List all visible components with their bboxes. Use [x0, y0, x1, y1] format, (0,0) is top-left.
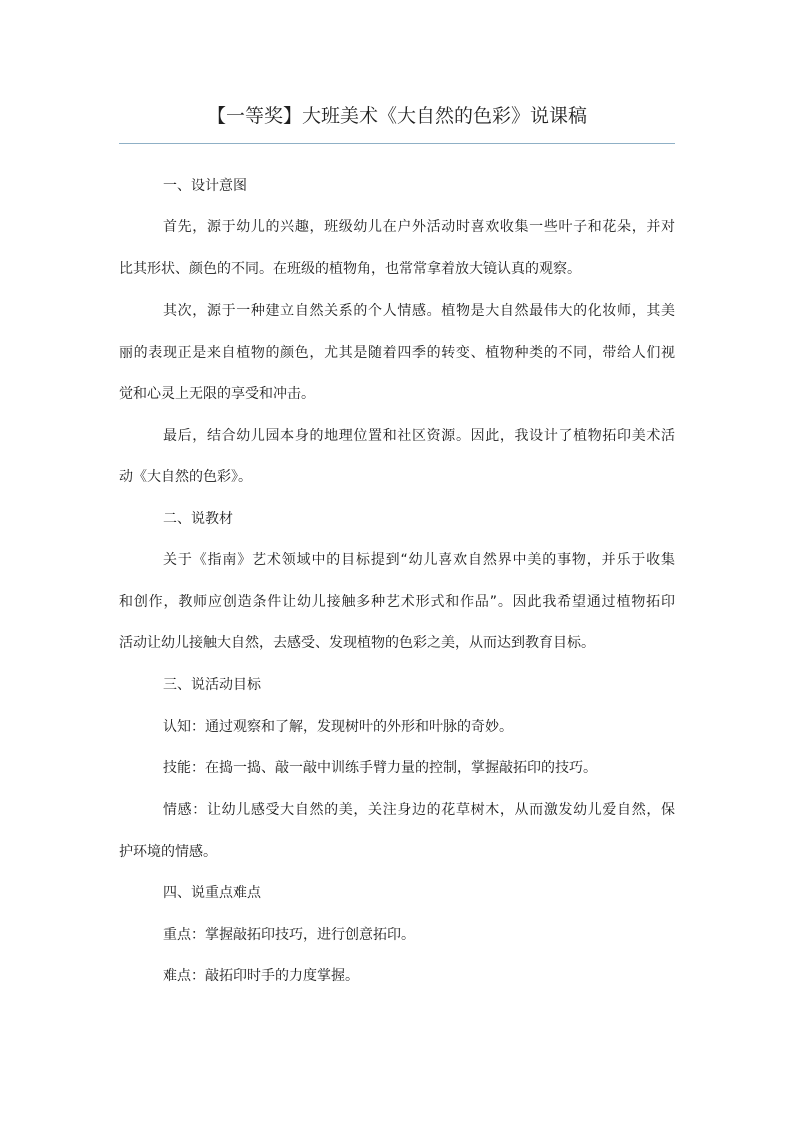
paragraph-line: 觉和心灵上无限的享受和冲击。 [119, 386, 315, 402]
paragraph-line: 和创作，教师应创造条件让幼儿接触多种艺术形式和作品”。因此我希望通过植物拓印 [119, 594, 675, 610]
paragraph-line: 丽的表现正是来自植物的颜色，尤其是随着四季的转变、植物种类的不同，带给人们视 [119, 345, 675, 361]
paragraph-line: 比其形状、颜色的不同。在班级的植物角，也常常拿着放大镜认真的观察。 [119, 261, 581, 277]
paragraph-line: 难点：敲拓印时手的力度掌握。 [163, 968, 359, 984]
paragraph-line: 技能：在捣一捣、敲一敲中训练手臂力量的控制，掌握敲拓印的技巧。 [163, 760, 597, 776]
paragraph-line: 护环境的情感。 [119, 844, 217, 860]
paragraph-line: 认知：通过观察和了解，发现树叶的外形和叶脉的奇妙。 [163, 719, 513, 735]
heading-teaching-material: 二、说教材 [163, 511, 233, 527]
title-divider [119, 143, 675, 144]
paragraph-line: 最后，结合幼儿园本身的地理位置和社区资源。因此，我设计了植物拓印美术活 [163, 428, 675, 444]
paragraph-line: 其次，源于一种建立自然关系的个人情感。植物是大自然最伟大的化妆师，其美 [163, 303, 675, 319]
paragraph-line: 活动让幼儿接触大自然，去感受、发现植物的色彩之美，从而达到教育目标。 [119, 635, 595, 651]
heading-design-intent: 一、设计意图 [163, 178, 247, 194]
paragraph-line: 情感：让幼儿感受大自然的美，关注身边的花草树木，从而激发幼儿爱自然，保 [163, 802, 675, 818]
heading-key-difficult-points: 四、说重点难点 [163, 885, 261, 901]
heading-activity-goals: 三、说活动目标 [163, 677, 261, 693]
document-title: 【一等奖】大班美术《大自然的色彩》说课稿 [206, 105, 587, 127]
paragraph-line: 重点：掌握敲拓印技巧，进行创意拓印。 [163, 927, 415, 943]
paragraph-line: 关于《指南》艺术领域中的目标提到“幼儿喜欢自然界中美的事物，并乐于收集 [163, 552, 675, 568]
paragraph-line: 动《大自然的色彩》。 [119, 469, 252, 485]
paragraph-line: 首先，源于幼儿的兴趣，班级幼儿在户外活动时喜欢收集一些叶子和花朵，并对 [163, 219, 675, 235]
